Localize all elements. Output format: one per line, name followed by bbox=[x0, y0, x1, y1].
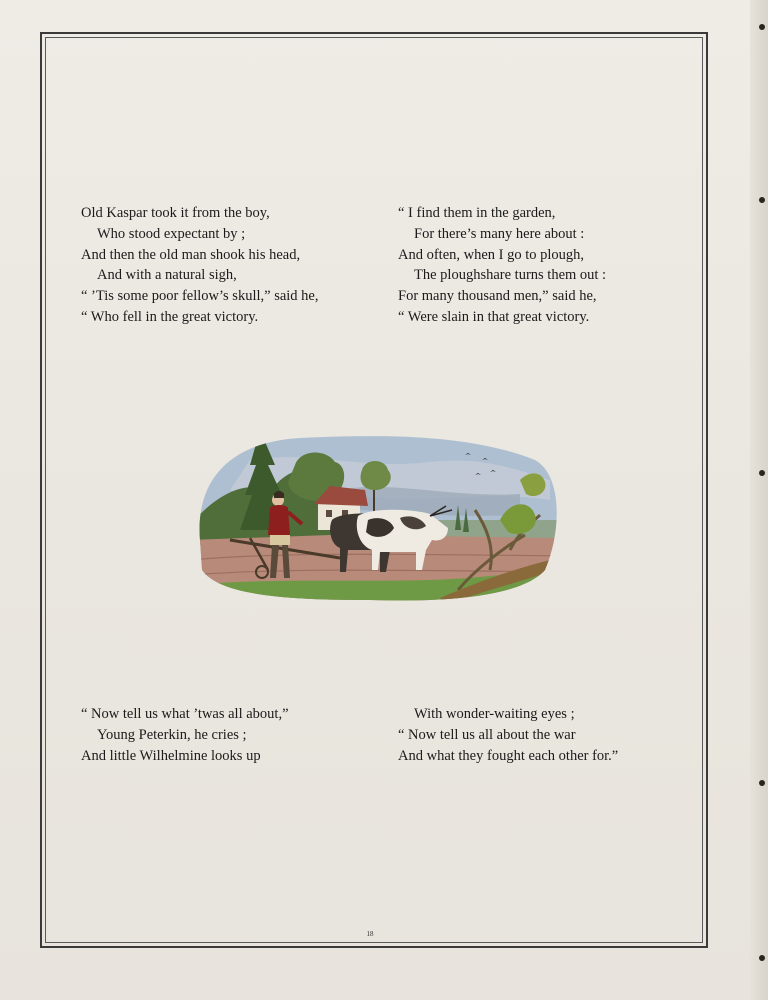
poem-line: Who stood expectant by ; bbox=[97, 225, 246, 242]
binding-hole bbox=[759, 955, 765, 961]
binding-hole bbox=[759, 24, 765, 30]
poem-line: Young Peterkin, he cries ; bbox=[97, 726, 247, 743]
binding-hole bbox=[759, 780, 765, 786]
binding-hole bbox=[759, 197, 765, 203]
ploughing-scene-illustration bbox=[190, 420, 570, 605]
stanza-1 bbox=[81, 203, 319, 328]
poem-line: “ Who fell in the great victory. bbox=[81, 308, 259, 325]
poem-line: The ploughshare turns them out : bbox=[414, 267, 607, 284]
poem-line: For many thousand men,” said he, bbox=[398, 288, 597, 305]
poem-line: “ Now tell us what ’twas all about,” bbox=[81, 706, 289, 722]
poem-line: “ Were slain in that great victory. bbox=[398, 308, 590, 325]
poem-line: For there’s many here about : bbox=[414, 225, 585, 242]
poem-line: And often, when I go to plough, bbox=[398, 246, 585, 263]
poem-line: “ I find them in the garden, bbox=[398, 205, 556, 221]
poem-line: And then the old man shook his head, bbox=[81, 246, 301, 263]
page-number: 18 bbox=[366, 930, 374, 938]
poem-line: And what they fought each other for.” bbox=[398, 747, 619, 764]
poem-line: “ ’Tis some poor fellow’s skull,” said he, bbox=[81, 288, 319, 305]
page-binding-edge bbox=[750, 0, 768, 1000]
poem-line: With wonder-waiting eyes ; bbox=[414, 706, 575, 722]
binding-hole bbox=[759, 470, 765, 476]
poem-line: Old Kaspar took it from the boy, bbox=[81, 205, 270, 221]
poem-line: And with a natural sigh, bbox=[97, 267, 237, 284]
poem-line: “ Now tell us all about the war bbox=[398, 726, 576, 743]
stanza-2 bbox=[398, 203, 606, 328]
poem-line: And little Wilhelmine looks up bbox=[81, 747, 261, 764]
stanza-4 bbox=[398, 704, 618, 766]
stanza-3 bbox=[81, 704, 289, 766]
